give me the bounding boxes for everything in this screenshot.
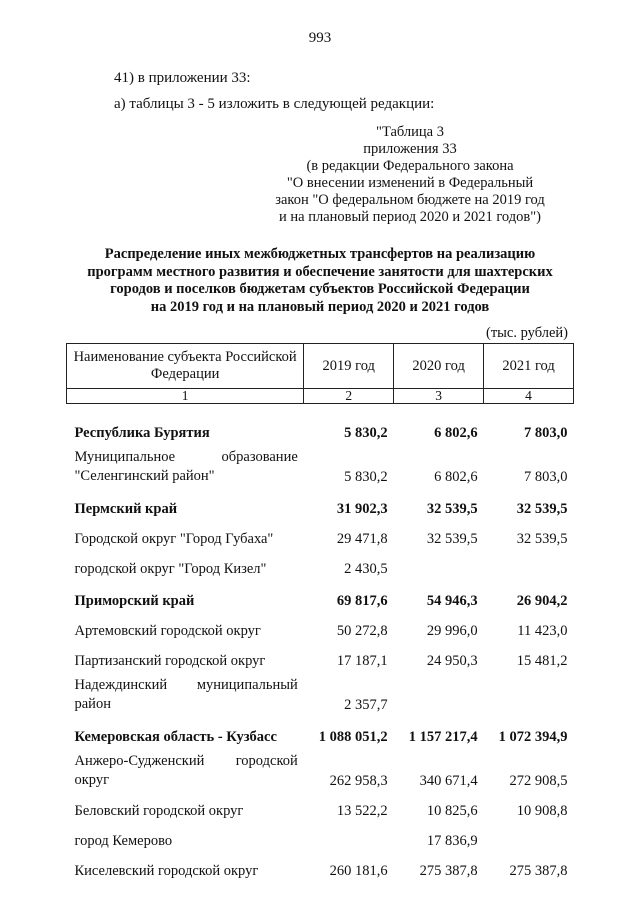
header-note-line: "О внесении изменений в Федеральный [286,175,534,191]
value-2021: 26 904,2 [516,593,568,609]
value-2021: 32 539,5 [516,531,568,547]
region-name: Республика Бурятия [74,425,210,441]
value-2020: 340 671,4 [419,773,478,789]
table-body [67,404,574,881]
title-line: на 2019 год и на плановый период 2020 и 2021 годов [150,298,490,315]
value-2019: 17 187,1 [336,653,388,669]
header-2020: 2020 год [394,344,484,389]
municipality-name: Городской округ "Город Губаха" [74,531,274,547]
region-row [67,410,574,442]
value-2019: 2 357,7 [344,697,388,713]
units-label: (тыс. рублей) [486,325,568,341]
value-2021: 10 908,8 [516,803,568,819]
value-2020: 10 825,6 [426,803,478,819]
value-2021: 275 387,8 [509,863,568,879]
value-2020: 32 539,5 [426,531,478,547]
value-2019: 69 817,6 [336,593,388,609]
value-2020 [394,670,484,714]
region-row [67,714,574,746]
header-2019: 2019 год [304,344,394,389]
value-2020: 6 802,6 [434,469,478,485]
header-2021: 2021 год [484,344,574,389]
value-2019: 29 471,8 [336,531,388,547]
region-name: Приморский край [74,593,195,609]
region-name: Пермский край [74,501,178,517]
value-2020: 54 946,3 [426,593,478,609]
municipality-row [67,820,574,850]
region-row [67,578,574,610]
header-note-line: "Таблица 3 [376,124,444,140]
value-2021 [484,670,574,714]
value-2021: 7 803,0 [524,469,568,485]
value-2019: 262 958,3 [329,773,388,789]
municipality-name: Анжеро-Судженский городской округ [74,753,298,788]
value-2021 [484,820,574,850]
municipality-row [67,442,574,486]
municipality-row [67,548,574,578]
municipality-row [67,746,574,790]
municipality-row [67,850,574,880]
value-2021: 15 481,2 [516,653,568,669]
municipality-name: Надеждинский муниципальный район [74,677,298,712]
value-2019 [304,820,394,850]
document-title [60,246,580,316]
value-2021: 32 539,5 [516,501,568,517]
value-2019: 31 902,3 [336,501,388,517]
value-2020: 275 387,8 [419,863,478,879]
page-number: 993 [308,30,332,46]
value-2020: 32 539,5 [426,501,478,517]
budget-table [66,343,574,880]
value-2019: 1 088 051,2 [318,729,388,745]
value-2019: 50 272,8 [336,623,388,639]
municipality-row [67,518,574,548]
value-2019: 5 830,2 [344,469,388,485]
value-2021: 272 908,5 [509,773,568,789]
value-2020: 6 802,6 [434,425,478,441]
value-2020: 24 950,3 [426,653,478,669]
municipality-row [67,610,574,640]
value-2020 [394,548,484,578]
title-line: Распределение иных межбюджетных трансфертов на реализацию [104,246,536,262]
header-note-line: закон "О федеральном бюджете на 2019 год [275,192,545,208]
title-line: программ местного развития и обеспечение занятости для шахтерских [87,263,553,280]
municipality-name: Артемовский городской округ [74,623,261,639]
municipality-name: Киселевский городской округ [74,863,259,879]
title-line: городов и поселков бюджетам субъектов Российской Федерации [110,281,530,297]
region-name: Кемеровская область - Кузбасс [74,729,277,745]
column-number: 2 [304,389,394,404]
municipality-name: Муниципальное образование "Селенгинский район" [74,449,298,484]
municipality-name: город Кемерово [74,833,173,849]
region-row [67,486,574,518]
amendment-subitem: а) таблицы 3 - 5 изложить в следующей редакции: [114,96,435,112]
column-number: 1 [67,389,304,404]
value-2021 [484,548,574,578]
header-note-line: приложения 33 [363,141,457,157]
column-number: 3 [394,389,484,404]
value-2019: 5 830,2 [344,425,388,441]
value-2020: 17 836,9 [426,833,478,849]
value-2019: 2 430,5 [344,561,388,577]
header-note-line: (в редакции Федерального закона [306,158,514,174]
municipality-row [67,790,574,820]
value-2021: 1 072 394,9 [498,729,568,745]
municipality-row [67,640,574,670]
header-name: Наименование субъекта Российской Федерации [67,344,304,389]
value-2019: 260 181,6 [329,863,388,879]
amendment-item: 41) в приложении 33: [114,70,251,86]
municipality-row [67,670,574,714]
table-header-note [240,124,580,226]
value-2021: 7 803,0 [524,425,568,441]
column-number: 4 [484,389,574,404]
value-2021: 11 423,0 [517,623,568,639]
municipality-name: Беловский городской округ [74,803,244,819]
municipality-name: Партизанский городской округ [74,653,266,669]
municipality-name: городской округ "Город Кизел" [74,561,267,577]
header-note-line: и на плановый период 2020 и 2021 годов") [279,209,541,225]
value-2019: 13 522,2 [336,803,388,819]
value-2020: 29 996,0 [426,623,478,639]
value-2020: 1 157 217,4 [408,729,478,745]
